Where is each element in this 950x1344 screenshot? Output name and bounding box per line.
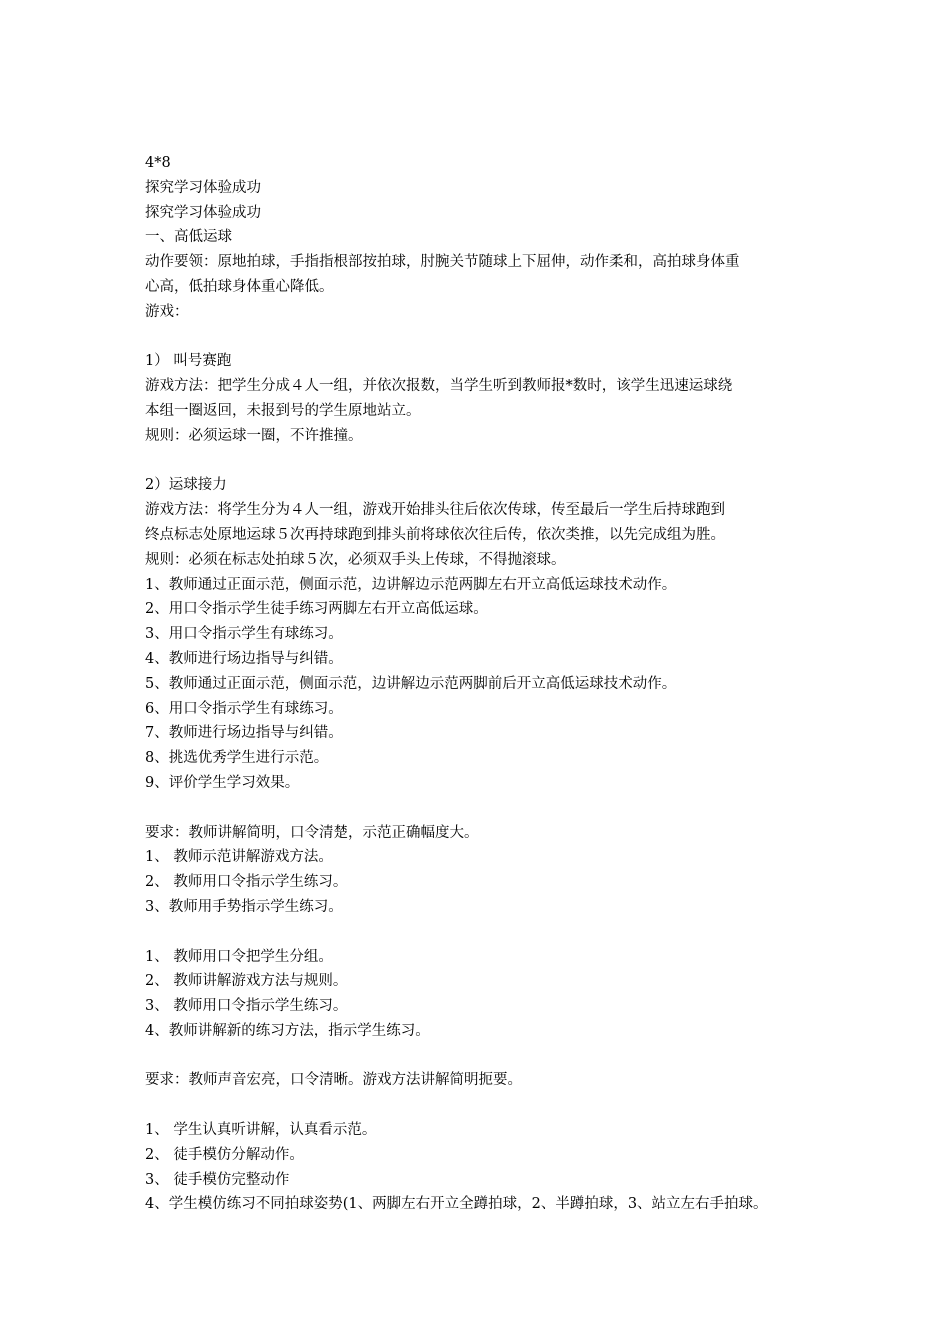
text-line: 动作要领：原地拍球，手指指根部按拍球，肘腕关节随球上下屈伸，动作柔和，高拍球身体重 [145, 254, 740, 271]
text-line: 2）运球接力 [145, 477, 227, 494]
blank-line [145, 1044, 835, 1069]
text-line: 2、 徒手模仿分解动作。 [145, 1146, 304, 1163]
text-line: 2、用口令指示学生徒手练习两脚左右开立高低运球。 [145, 601, 488, 618]
text-line: 游戏方法：把学生分成４人一组，并依次报数，当学生听到教师报*数时，该学生迅速运球绕 [145, 378, 733, 395]
text-line: 1、 学生认真听讲解，认真看示范。 [145, 1122, 377, 1139]
text-line: 规则：必须运球一圈，不许推撞。 [145, 427, 363, 444]
text-line: 6、用口令指示学生有球练习。 [145, 700, 343, 717]
text-line: 5、教师通过正面示范，侧面示范，边讲解边示范两脚前后开立高低运球技术动作。 [145, 675, 677, 692]
text-line: 一、高低运球 [145, 229, 232, 246]
text-line: 3、教师用手势指示学生练习。 [145, 898, 343, 915]
text-line: 规则：必须在标志处拍球５次，必须双手头上传球，不得抛滚球。 [145, 551, 566, 568]
text-line: 要求：教师声音宏亮，口令清晰。游戏方法讲解简明扼要。 [145, 1072, 522, 1089]
text-line: 要求：教师讲解简明，口令清楚，示范正确幅度大。 [145, 824, 479, 841]
text-line: 3、 教师用口令指示学生练习。 [145, 998, 348, 1015]
text-line: 游戏方法：将学生分为４人一组，游戏开始排头往后依次传球，传至最后一学生后持球跑到 [145, 502, 725, 519]
text-line: 2、 教师讲解游戏方法与规则。 [145, 973, 348, 990]
text-line: 探究学习体验成功 [145, 204, 261, 221]
text-line: 1、 教师示范讲解游戏方法。 [145, 849, 333, 866]
text-line: 4、教师进行场边指导与纠错。 [145, 650, 343, 667]
document-body [145, 151, 835, 1217]
text-line: 心高，低拍球身体重心降低。 [145, 278, 334, 295]
text-line: 游戏： [145, 303, 189, 320]
blank-line [145, 449, 835, 474]
text-line: 1、 教师用口令把学生分组。 [145, 948, 333, 965]
text-line: 4*8 [145, 155, 171, 171]
blank-line [145, 325, 835, 350]
text-line: 终点标志处原地运球５次再持球跑到排头前将球依次往后传，依次类推，以先完成组为胜。 [145, 526, 725, 543]
text-line: 1、教师通过正面示范，侧面示范，边讲解边示范两脚左右开立高低运球技术动作。 [145, 576, 677, 593]
text-line: 9、评价学生学习效果。 [145, 774, 300, 791]
text-line: 8、挑选优秀学生进行示范。 [145, 750, 329, 767]
blank-line [145, 796, 835, 821]
text-line: 本组一圈返回，未报到号的学生原地站立。 [145, 402, 421, 419]
text-line: 探究学习体验成功 [145, 179, 261, 196]
text-line: 3、用口令指示学生有球练习。 [145, 626, 343, 643]
text-line: 2、 教师用口令指示学生练习。 [145, 874, 348, 891]
text-line: 3、 徒手模仿完整动作 [145, 1171, 290, 1188]
text-line: 4、教师讲解新的练习方法，指示学生练习。 [145, 1022, 430, 1039]
text-line: 4、学生模仿练习不同拍球姿势(1、两脚左右开立全蹲拍球，2、半蹲拍球，3、站立左右手拍球。 [145, 1196, 768, 1213]
blank-line [145, 1093, 835, 1118]
blank-line [145, 920, 835, 945]
text-line: 7、教师进行场边指导与纠错。 [145, 725, 343, 742]
text-line: 1） 叫号赛跑 [145, 353, 232, 370]
